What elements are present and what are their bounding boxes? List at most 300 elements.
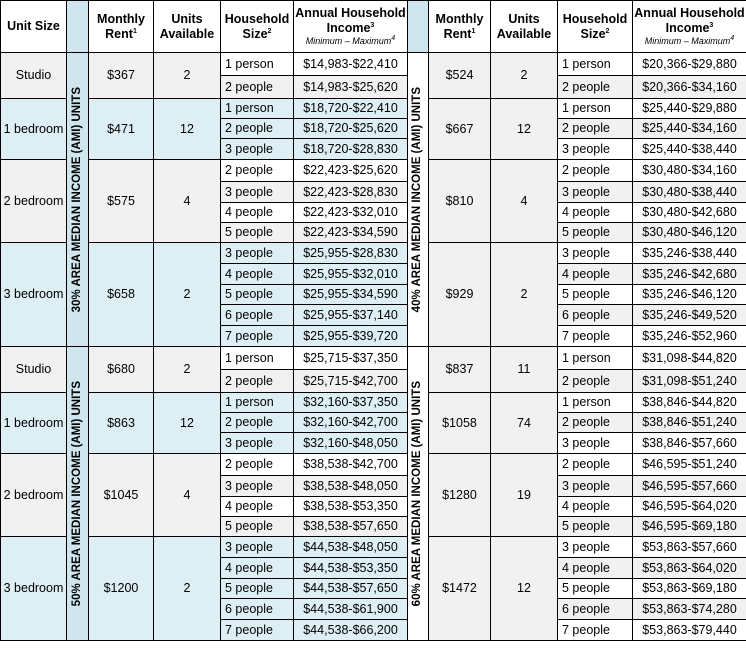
income-range-cell: [632, 118, 746, 139]
household-size-cell: [220, 432, 294, 454]
monthly-rent-value: $863: [107, 415, 135, 430]
income-range-value: $35,246-$52,960: [642, 328, 737, 343]
ami-label-text: 50% AREA MEDIAN INCOME (AMI) UNITS: [70, 380, 83, 607]
household-size-value: 7 people: [225, 622, 273, 637]
household-size-cell: [220, 557, 294, 579]
income-range-cell: [632, 284, 746, 305]
income-range-value: $32,160-$48,050: [303, 435, 398, 450]
income-range-value: $35,246-$38,440: [642, 245, 737, 260]
footnote-marker: 4: [391, 35, 396, 43]
income-range-value: $44,538-$66,200: [303, 622, 398, 637]
income-range-cell: [293, 496, 408, 517]
household-size-cell: [557, 325, 633, 347]
income-range-cell: [293, 578, 408, 599]
income-range-cell: [632, 619, 746, 641]
income-range-value: $32,160-$42,700: [303, 415, 398, 430]
household-size-value: 4 people: [225, 266, 273, 281]
income-range-value: $22,423-$34,590: [303, 225, 398, 240]
units-available-cell: [153, 98, 221, 160]
header-label: Unit Size: [7, 19, 60, 34]
income-range-cell: [632, 98, 746, 119]
household-size-cell: [220, 346, 294, 370]
household-size-cell: [557, 52, 633, 76]
unit-size-label: 3 bedroom: [3, 581, 64, 596]
income-range-value: $44,538-$57,650: [303, 581, 398, 596]
household-size-cell: [220, 52, 294, 76]
household-size-cell: [220, 536, 294, 558]
income-range-cell: [632, 598, 746, 620]
monthly-rent-value: $367: [107, 68, 135, 83]
household-size-cell: [220, 304, 294, 326]
units-available-value: 2: [183, 68, 191, 83]
income-range-cell: [293, 412, 408, 433]
income-range-cell: [293, 181, 408, 203]
income-range-cell: [293, 369, 408, 393]
household-size-cell: [220, 222, 294, 243]
income-range-value: $38,538-$53,350: [303, 499, 398, 514]
household-size-value: 3 people: [562, 184, 610, 199]
household-size-cell: [557, 118, 633, 139]
income-range-cell: [293, 52, 408, 76]
monthly-rent-value: $1280: [442, 487, 477, 502]
household-size-value: 2 people: [562, 415, 610, 430]
unit-size-label: 2 bedroom: [3, 193, 64, 208]
household-size-value: 7 people: [562, 328, 610, 343]
household-size-value: 4 people: [562, 205, 610, 220]
income-range-value: $18,720-$22,410: [303, 101, 398, 116]
income-range-cell: [293, 325, 408, 347]
household-size-value: 2 people: [225, 121, 273, 136]
income-range-cell: [632, 516, 746, 537]
household-size-value: 3 people: [225, 539, 273, 554]
income-range-value: $25,955-$39,720: [303, 328, 398, 343]
header-spacer: [407, 0, 429, 53]
footnote-marker: 3: [709, 21, 714, 29]
household-size-value: 5 people: [562, 225, 610, 240]
unit-size-cell: [0, 346, 67, 393]
monthly-rent-cell: [428, 453, 491, 537]
monthly-rent-value: $929: [445, 287, 474, 302]
monthly-rent-value: $1472: [442, 581, 477, 596]
income-range-cell: [293, 118, 408, 139]
header-household-size: [220, 0, 294, 53]
income-range-cell: [293, 619, 408, 641]
units-available-cell: [153, 52, 221, 99]
monthly-rent-value: $1058: [442, 415, 477, 430]
monthly-rent-cell: [88, 536, 154, 641]
income-range-value: $25,440-$38,440: [642, 141, 737, 156]
header-monthly-rent: [428, 0, 491, 53]
income-range-value: $31,098-$51,240: [642, 373, 737, 388]
income-range-value: $14,983-$22,410: [303, 56, 398, 71]
household-size-value: 4 people: [225, 499, 273, 514]
header-label: Annual Household Income: [295, 6, 406, 35]
household-size-value: 1 person: [562, 56, 611, 71]
income-range-cell: [632, 75, 746, 99]
income-range-value: $46,595-$51,240: [642, 457, 737, 472]
unit-size-label: 2 bedroom: [3, 487, 64, 502]
monthly-rent-value: $680: [107, 362, 135, 377]
household-size-value: 1 person: [225, 56, 274, 71]
household-size-cell: [220, 325, 294, 347]
household-size-value: 1 person: [225, 395, 274, 410]
income-range-cell: [293, 263, 408, 285]
household-size-value: 6 people: [562, 307, 610, 322]
household-size-value: 2 people: [562, 373, 610, 388]
household-size-value: 1 person: [562, 350, 611, 365]
units-available-cell: [153, 392, 221, 454]
household-size-cell: [557, 412, 633, 433]
footnote-marker: 3: [370, 21, 375, 29]
units-available-cell: [153, 453, 221, 537]
household-size-value: 3 people: [225, 184, 273, 199]
income-range-value: $30,480-$38,440: [642, 184, 737, 199]
household-size-cell: [220, 75, 294, 99]
header-label: Monthly Rent: [97, 12, 145, 41]
header-unit-size: [0, 0, 67, 53]
income-range-value: $22,423-$28,830: [303, 184, 398, 199]
income-range-cell: [293, 159, 408, 182]
household-size-value: 2 people: [225, 415, 273, 430]
monthly-rent-value: $667: [445, 121, 474, 136]
monthly-rent-cell: [428, 159, 491, 243]
income-range-cell: [632, 392, 746, 413]
household-size-value: 5 people: [562, 519, 610, 534]
monthly-rent-cell: [88, 453, 154, 537]
units-available-cell: [153, 536, 221, 641]
units-available-cell: [490, 52, 558, 99]
household-size-value: 4 people: [562, 499, 610, 514]
household-size-value: 5 people: [225, 287, 273, 302]
income-range-cell: [293, 475, 408, 497]
income-range-cell: [293, 557, 408, 579]
unit-size-cell: [0, 392, 67, 454]
household-size-cell: [557, 475, 633, 497]
monthly-rent-cell: [88, 98, 154, 160]
header-annual-income: [293, 0, 408, 53]
unit-size-cell: [0, 159, 67, 243]
monthly-rent-cell: [428, 242, 491, 347]
income-range-value: $53,863-$64,020: [642, 560, 737, 575]
unit-size-label: 1 bedroom: [3, 415, 64, 430]
units-available-cell: [490, 159, 558, 243]
unit-size-label: 1 bedroom: [3, 121, 64, 136]
income-range-value: $25,955-$37,140: [303, 307, 398, 322]
unit-size-cell: [0, 536, 67, 641]
household-size-value: 2 people: [562, 121, 610, 136]
household-size-cell: [220, 138, 294, 160]
household-size-cell: [220, 619, 294, 641]
units-available-cell: [490, 536, 558, 641]
monthly-rent-cell: [88, 242, 154, 347]
income-range-value: $38,846-$57,660: [642, 435, 737, 450]
household-size-value: 2 people: [225, 163, 273, 178]
unit-size-cell: [0, 453, 67, 537]
ami-label-ami40: [407, 52, 429, 347]
footnote-marker: 1: [132, 27, 137, 35]
income-range-cell: [632, 304, 746, 326]
income-range-value: $25,955-$28,830: [303, 245, 398, 260]
income-range-cell: [632, 557, 746, 579]
income-range-value: $22,423-$25,620: [303, 163, 398, 178]
income-range-cell: [632, 181, 746, 203]
income-range-cell: [293, 346, 408, 370]
household-size-cell: [557, 516, 633, 537]
header-sublabel: Minimum – Maximum: [644, 36, 731, 47]
monthly-rent-cell: [428, 536, 491, 641]
footnote-marker: 1: [471, 27, 476, 35]
household-size-value: 2 people: [562, 457, 610, 472]
income-range-value: $25,955-$32,010: [303, 266, 398, 281]
household-size-value: 1 person: [225, 350, 274, 365]
household-size-value: 5 people: [562, 581, 610, 596]
income-range-value: $35,246-$42,680: [642, 266, 737, 281]
income-range-cell: [632, 159, 746, 182]
income-range-value: $25,715-$42,700: [303, 373, 398, 388]
monthly-rent-cell: [88, 52, 154, 99]
household-size-cell: [557, 222, 633, 243]
household-size-value: 4 people: [562, 266, 610, 281]
household-size-value: 3 people: [562, 478, 610, 493]
monthly-rent-value: $658: [107, 287, 135, 302]
units-available-value: 4: [520, 193, 528, 208]
header-annual-income: [632, 0, 746, 53]
household-size-value: 7 people: [225, 328, 273, 343]
monthly-rent-cell: [428, 346, 491, 393]
income-range-cell: [632, 412, 746, 433]
household-size-cell: [557, 138, 633, 160]
ami-label-ami30: [66, 52, 89, 347]
header-monthly-rent: [88, 0, 154, 53]
header-label: Monthly Rent: [435, 12, 484, 41]
household-size-cell: [220, 118, 294, 139]
household-size-cell: [220, 598, 294, 620]
household-size-cell: [557, 263, 633, 285]
footnote-marker: 2: [267, 27, 272, 35]
income-range-cell: [293, 284, 408, 305]
income-range-value: $30,480-$46,120: [642, 225, 737, 240]
units-available-cell: [490, 242, 558, 347]
unit-size-label: 3 bedroom: [3, 287, 64, 302]
income-range-cell: [632, 475, 746, 497]
income-range-value: $53,863-$69,180: [642, 581, 737, 596]
household-size-cell: [220, 98, 294, 119]
monthly-rent-value: $1045: [103, 487, 139, 502]
ami-label-text: 60% AREA MEDIAN INCOME (AMI) UNITS: [411, 380, 424, 607]
unit-size-label: Studio: [15, 362, 52, 377]
income-range-value: $46,595-$64,020: [642, 499, 737, 514]
household-size-cell: [220, 412, 294, 433]
income-range-cell: [632, 138, 746, 160]
household-size-value: 4 people: [225, 560, 273, 575]
household-size-cell: [557, 557, 633, 579]
unit-size-cell: [0, 98, 67, 160]
income-range-value: $20,366-$29,880: [642, 56, 737, 71]
units-available-value: 4: [183, 193, 191, 208]
income-range-cell: [632, 536, 746, 558]
household-size-cell: [220, 181, 294, 203]
unit-size-cell: [0, 52, 67, 99]
household-size-cell: [220, 496, 294, 517]
income-range-value: $18,720-$28,830: [303, 141, 398, 156]
income-range-cell: [632, 432, 746, 454]
household-size-value: 3 people: [562, 141, 610, 156]
units-available-value: 2: [520, 68, 528, 83]
units-available-cell: [490, 98, 558, 160]
ami-label-ami60: [407, 346, 429, 641]
units-available-cell: [490, 346, 558, 393]
income-range-cell: [632, 263, 746, 285]
income-range-cell: [632, 242, 746, 264]
units-available-value: 2: [520, 287, 528, 302]
income-range-value: $44,538-$48,050: [303, 539, 398, 554]
units-available-cell: [153, 159, 221, 243]
income-range-value: $25,715-$37,350: [303, 350, 398, 365]
income-range-cell: [293, 98, 408, 119]
household-size-value: 6 people: [225, 307, 273, 322]
household-size-value: 3 people: [225, 141, 273, 156]
household-size-cell: [557, 432, 633, 454]
units-available-cell: [153, 242, 221, 347]
household-size-value: 1 person: [225, 101, 274, 116]
household-size-cell: [220, 578, 294, 599]
units-available-value: 12: [517, 581, 531, 596]
income-range-value: $46,595-$69,180: [642, 519, 737, 534]
income-range-value: $18,720-$25,620: [303, 121, 398, 136]
header-household-size: [557, 0, 633, 53]
income-range-value: $53,863-$74,280: [642, 601, 737, 616]
household-size-value: 5 people: [225, 581, 273, 596]
income-range-value: $44,538-$53,350: [303, 560, 398, 575]
income-range-cell: [632, 222, 746, 243]
income-range-value: $38,538-$42,700: [303, 457, 398, 472]
household-size-cell: [220, 202, 294, 223]
household-size-cell: [557, 159, 633, 182]
household-size-value: 6 people: [562, 601, 610, 616]
monthly-rent-value: $837: [445, 362, 474, 377]
income-range-cell: [293, 516, 408, 537]
income-range-value: $30,480-$34,160: [642, 163, 737, 178]
income-range-cell: [293, 304, 408, 326]
income-range-value: $32,160-$37,350: [303, 395, 398, 410]
monthly-rent-cell: [88, 392, 154, 454]
household-size-cell: [220, 242, 294, 264]
units-available-value: 74: [517, 415, 531, 430]
income-range-cell: [632, 496, 746, 517]
units-available-value: 12: [517, 121, 531, 136]
household-size-cell: [557, 453, 633, 476]
monthly-rent-cell: [428, 98, 491, 160]
income-range-cell: [632, 202, 746, 223]
household-size-value: 5 people: [562, 287, 610, 302]
monthly-rent-cell: [88, 346, 154, 393]
household-size-cell: [557, 75, 633, 99]
household-size-cell: [557, 392, 633, 413]
household-size-value: 6 people: [225, 601, 273, 616]
income-range-cell: [293, 432, 408, 454]
household-size-value: 2 people: [562, 79, 610, 94]
income-range-cell: [293, 75, 408, 99]
income-range-value: $38,538-$48,050: [303, 478, 398, 493]
units-available-cell: [490, 453, 558, 537]
header-spacer: [66, 0, 89, 53]
income-range-cell: [632, 369, 746, 393]
units-available-value: 12: [180, 121, 194, 136]
monthly-rent-value: $810: [445, 193, 474, 208]
household-size-cell: [557, 598, 633, 620]
income-range-cell: [293, 392, 408, 413]
household-size-cell: [557, 369, 633, 393]
ami-label-text: 40% AREA MEDIAN INCOME (AMI) UNITS: [411, 86, 424, 313]
income-range-cell: [632, 578, 746, 599]
household-size-value: 3 people: [225, 245, 273, 260]
income-range-value: $38,846-$44,820: [642, 395, 737, 410]
household-size-cell: [557, 202, 633, 223]
household-size-cell: [220, 475, 294, 497]
income-range-value: $22,423-$32,010: [303, 205, 398, 220]
header-sublabel: Minimum – Maximum: [305, 36, 392, 47]
header-label: Annual Household Income: [634, 6, 745, 35]
units-available-value: 2: [183, 581, 191, 596]
household-size-value: 5 people: [225, 225, 273, 240]
units-available-cell: [153, 346, 221, 393]
income-range-cell: [293, 598, 408, 620]
monthly-rent-value: $575: [107, 193, 135, 208]
header-label: Units Available: [496, 12, 552, 41]
household-size-cell: [220, 453, 294, 476]
monthly-rent-value: $471: [107, 121, 135, 136]
units-available-value: 4: [183, 487, 191, 502]
household-size-cell: [557, 98, 633, 119]
monthly-rent-cell: [88, 159, 154, 243]
income-range-cell: [293, 138, 408, 160]
income-range-cell: [293, 222, 408, 243]
household-size-cell: [557, 242, 633, 264]
household-size-value: 3 people: [225, 435, 273, 450]
header-units-available: [490, 0, 558, 53]
unit-size-cell: [0, 242, 67, 347]
income-range-value: $53,863-$57,660: [642, 539, 737, 554]
household-size-value: 3 people: [562, 245, 610, 260]
household-size-cell: [557, 496, 633, 517]
ami-label-text: 30% AREA MEDIAN INCOME (AMI) UNITS: [70, 86, 83, 313]
household-size-cell: [220, 284, 294, 305]
income-range-value: $38,846-$51,240: [642, 415, 737, 430]
units-available-value: 11: [517, 362, 531, 377]
household-size-cell: [557, 536, 633, 558]
household-size-value: 1 person: [562, 101, 611, 116]
income-range-value: $25,440-$34,160: [642, 121, 737, 136]
household-size-value: 3 people: [225, 478, 273, 493]
household-size-value: 4 people: [225, 205, 273, 220]
income-range-value: $25,440-$29,880: [642, 101, 737, 116]
units-available-value: 12: [180, 415, 194, 430]
income-range-value: $20,366-$34,160: [642, 79, 737, 94]
income-range-cell: [632, 346, 746, 370]
income-range-cell: [293, 202, 408, 223]
income-range-value: $25,955-$34,590: [303, 287, 398, 302]
header-label: Units Available: [159, 12, 215, 41]
income-range-value: $35,246-$46,120: [642, 287, 737, 302]
unit-size-label: Studio: [15, 68, 52, 83]
footnote-marker: 2: [605, 27, 610, 35]
monthly-rent-value: $524: [445, 68, 474, 83]
income-range-value: $35,246-$49,520: [642, 307, 737, 322]
household-size-cell: [557, 619, 633, 641]
income-range-value: $44,538-$61,900: [303, 601, 398, 616]
header-label: Household Size: [562, 12, 628, 41]
household-size-value: 5 people: [225, 519, 273, 534]
